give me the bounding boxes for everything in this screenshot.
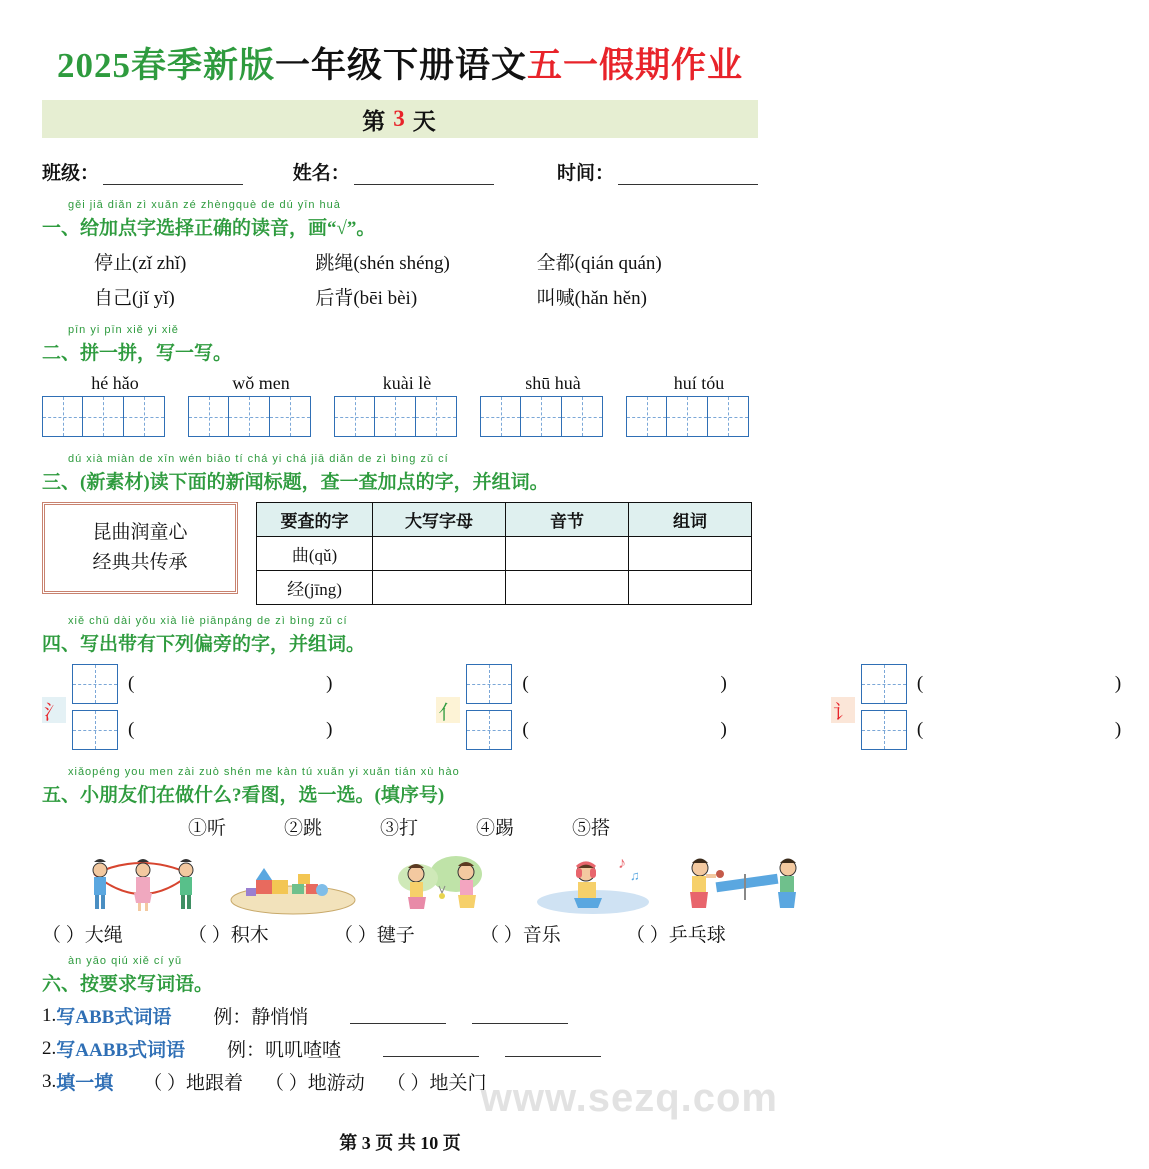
pinyin-choice-item[interactable]: 全都(qián quán) [536,253,662,274]
option-item[interactable]: ④踢 [476,818,515,839]
answer-blank[interactable]: （ ）毽子 [334,925,415,946]
answer-line[interactable] [350,1007,446,1024]
section-3-heading: 三、(新素材)读下面的新闻标题，查一查加点的字，并组词。 [42,472,549,493]
word-parenthesis[interactable]: ( ) [128,719,361,740]
tianzige-cell[interactable] [270,396,311,437]
char-box[interactable] [72,664,118,704]
section-2-heading: 二、拼一拼，写一写。 [42,343,233,364]
section-6-pinyin: àn yāo qiú xiě cí yǔ [68,955,183,967]
section-4-heading: 四、写出带有下列偏旁的字，并组词。 [42,634,366,655]
cell-letter[interactable] [373,537,506,571]
tianzige-cell[interactable] [42,396,83,437]
table-header-row [257,503,752,537]
tianzige-cell[interactable] [188,396,229,437]
news-headline-box [42,502,238,594]
cell-syllable[interactable] [506,537,629,571]
item-number: 3. [42,1070,57,1092]
name-blank[interactable] [354,166,494,185]
section-5 [42,766,758,807]
section-3 [42,453,758,494]
answer-blank[interactable]: （ ）音乐 [480,925,561,946]
radical-answers [72,664,360,756]
word-pinyin: shū huà [525,373,581,393]
radical-answer-line [72,664,360,704]
item-number: 1. [42,1004,57,1026]
section-6-item-1 [42,1002,772,1029]
class-blank[interactable] [103,166,243,185]
section-6 [42,955,758,996]
name-field[interactable] [293,158,494,185]
tianzige-cell[interactable] [626,396,667,437]
title-part-3: 五一假期作业 [527,46,744,85]
section-2-grid-row [42,396,772,437]
dictionary-lookup-table [256,502,752,605]
answer-line[interactable] [472,1007,568,1024]
item-example: 例：叽叽喳喳 [227,1040,342,1061]
option-item[interactable]: ③打 [380,818,419,839]
tianzige-group[interactable] [188,396,334,437]
radical-answers [861,664,1149,756]
section-5-pinyin: xiǎopéng you men zài zuò shén me kàn tú xuǎn yi xuǎn tián xù hào [68,766,460,778]
item-label: 写ABB式词语 [56,1007,172,1028]
svg-text:♫: ♫ [630,868,640,883]
picture-jump-rope [72,844,214,916]
page-footer [0,1129,800,1155]
section-3-content [42,502,772,605]
radical-answer-line [466,664,754,704]
title-part-1: 2025春季新版 [56,46,275,85]
pinyin-choice-row [94,283,758,310]
tianzige-group[interactable] [480,396,626,437]
option-item[interactable]: ⑤搭 [572,818,611,839]
option-item[interactable]: ②跳 [284,818,323,839]
char-box[interactable] [466,710,512,750]
cell-char: 曲(qǔ) [257,537,373,571]
section-6-heading: 六、按要求写词语。 [42,974,214,995]
pinyin-choice-row [94,248,758,275]
fill-blank[interactable]: （ ）地游动 [265,1073,365,1094]
footer-total-pages: 10 [420,1133,439,1153]
pinyin-choice-item[interactable]: 跳绳(shén shéng) [315,253,450,274]
picture-table-tennis [672,844,814,916]
cell-char: 经(jīng) [257,571,373,605]
watermark: www.sezq.com [480,1076,778,1120]
news-line-1: 昆曲润童心 [92,522,188,543]
section-4-content [42,664,1149,756]
picture-shuttlecock [372,844,514,916]
item-label: 填一填 [56,1073,114,1094]
footer-text-3: 页 [442,1133,461,1153]
col-header-letter: 大写字母 [373,503,506,537]
answer-blank[interactable]: （ ）积木 [188,925,269,946]
answer-line[interactable] [505,1040,601,1057]
cell-word[interactable] [629,571,752,605]
item-number: 2. [42,1037,57,1059]
tianzige-cell[interactable] [83,396,124,437]
time-label: 时间： [556,163,614,184]
item-example: 例：静悄悄 [213,1007,309,1028]
section-5-pictures [72,844,772,916]
day-number: 3 [393,106,407,131]
pinyin-choice-item[interactable]: 自己(jǐ yǐ) [94,288,175,309]
col-header-word: 组词 [629,503,752,537]
tianzige-cell[interactable] [334,396,375,437]
footer-text-1: 第 [339,1133,358,1153]
cell-letter[interactable] [373,571,506,605]
class-field[interactable] [42,158,243,185]
day-prefix: 第 [362,108,388,134]
section-2-pinyin: pīn yi pīn xiě yi xiě [68,324,179,336]
radical-answer-line [72,710,360,750]
char-box[interactable] [861,710,907,750]
tianzige-cell[interactable] [562,396,603,437]
item-label: 写AABB式词语 [56,1040,186,1061]
answer-blank[interactable]: （ ）大绳 [42,925,123,946]
char-box[interactable] [466,664,512,704]
picture-building-blocks [222,844,364,916]
tianzige-group[interactable] [626,396,772,437]
tianzige-cell[interactable] [480,396,521,437]
day-bar [42,100,758,138]
char-box[interactable] [72,710,118,750]
tianzige-cell[interactable] [229,396,270,437]
section-2 [42,324,758,365]
radical-answers [466,664,754,756]
section-6-item-2 [42,1035,772,1062]
radical-set [42,664,360,756]
fill-blank[interactable]: （ ）地跟着 [143,1073,244,1094]
word-parenthesis[interactable]: ( ) [128,673,361,694]
section-3-pinyin: dú xià miàn de xīn wén biāo tí chá yi chá jiā diǎn de zì bìng zǔ cí [68,453,449,465]
word-parenthesis[interactable]: ( ) [916,719,1149,740]
svg-text:♪: ♪ [618,855,626,872]
section-4-pinyin: xiě chū dài yǒu xià liè piānpáng de zì bìng zǔ cí [68,615,348,627]
cell-word[interactable] [629,537,752,571]
tianzige-cell[interactable] [708,396,749,437]
radical-answer-line [861,664,1149,704]
answer-blank[interactable]: （ ）乒乓球 [626,925,726,946]
table-row [257,537,752,571]
news-line-2: 经典共传承 [92,552,188,573]
pinyin-choice-item[interactable]: 叫喊(hǎn hěn) [536,288,647,309]
footer-text-2: 页 共 [375,1133,416,1153]
radical-label: 讠 [831,697,855,723]
footer-page-number: 3 [361,1133,371,1153]
section-1-heading: 一、给加点字选择正确的读音，画“√”。 [42,218,376,239]
option-item[interactable]: ①听 [188,818,227,839]
section-1-items [94,248,758,310]
answer-line[interactable] [383,1040,479,1057]
day-suffix: 天 [412,108,438,134]
section-1-pinyin: gěi jiā diǎn zì xuǎn zé zhèngquè de dú yīn huà [68,199,341,211]
radical-set [436,664,754,756]
table-row [257,571,752,605]
picture-listening-music [522,844,664,916]
name-label: 姓名： [292,163,350,184]
time-blank[interactable] [618,166,758,185]
word-pinyin: kuài lè [382,373,432,393]
title-part-2: 一年级下册语文 [274,46,527,85]
tianzige-cell[interactable] [521,396,562,437]
word-parenthesis[interactable]: ( ) [916,673,1149,694]
section-4 [42,615,758,656]
word-parenthesis[interactable]: ( ) [522,673,755,694]
radical-answer-line [466,710,754,750]
section-5-heading: 五、小朋友们在做什么?看图，选一选。(填序号) [42,785,445,806]
word-pinyin: huí tóu [673,373,725,393]
tianzige-cell[interactable] [667,396,708,437]
cell-syllable[interactable] [506,571,629,605]
section-5-answers [42,920,772,947]
radical-set [831,664,1149,756]
page-title [28,38,772,88]
char-box[interactable] [861,664,907,704]
tianzige-cell[interactable] [375,396,416,437]
pinyin-choice-item[interactable]: 后背(bēi bèi) [315,288,418,309]
section-1 [42,199,758,310]
col-header-syllable: 音节 [506,503,629,537]
word-pinyin: wǒ men [232,373,290,393]
section-2-pinyin-row [42,373,772,394]
time-field[interactable] [557,158,758,185]
radical-label: 亻 [436,697,460,723]
word-pinyin: hé hǎo [91,373,139,393]
student-info-row [42,158,758,185]
class-label: 班级： [42,163,100,184]
col-header-char: 要查的字 [257,503,373,537]
tianzige-cell[interactable] [416,396,457,437]
section-5-options [188,813,772,840]
worksheet-page [0,38,1149,1169]
tianzige-cell[interactable] [124,396,165,437]
tianzige-group[interactable] [334,396,480,437]
pinyin-choice-item[interactable]: 停止(zǐ zhǐ) [94,253,187,274]
tianzige-group[interactable] [42,396,188,437]
radical-answer-line [861,710,1149,750]
radical-label: 氵 [42,697,66,723]
fill-blank[interactable]: （ ）地关门 [386,1073,487,1094]
word-parenthesis[interactable]: ( ) [522,719,755,740]
